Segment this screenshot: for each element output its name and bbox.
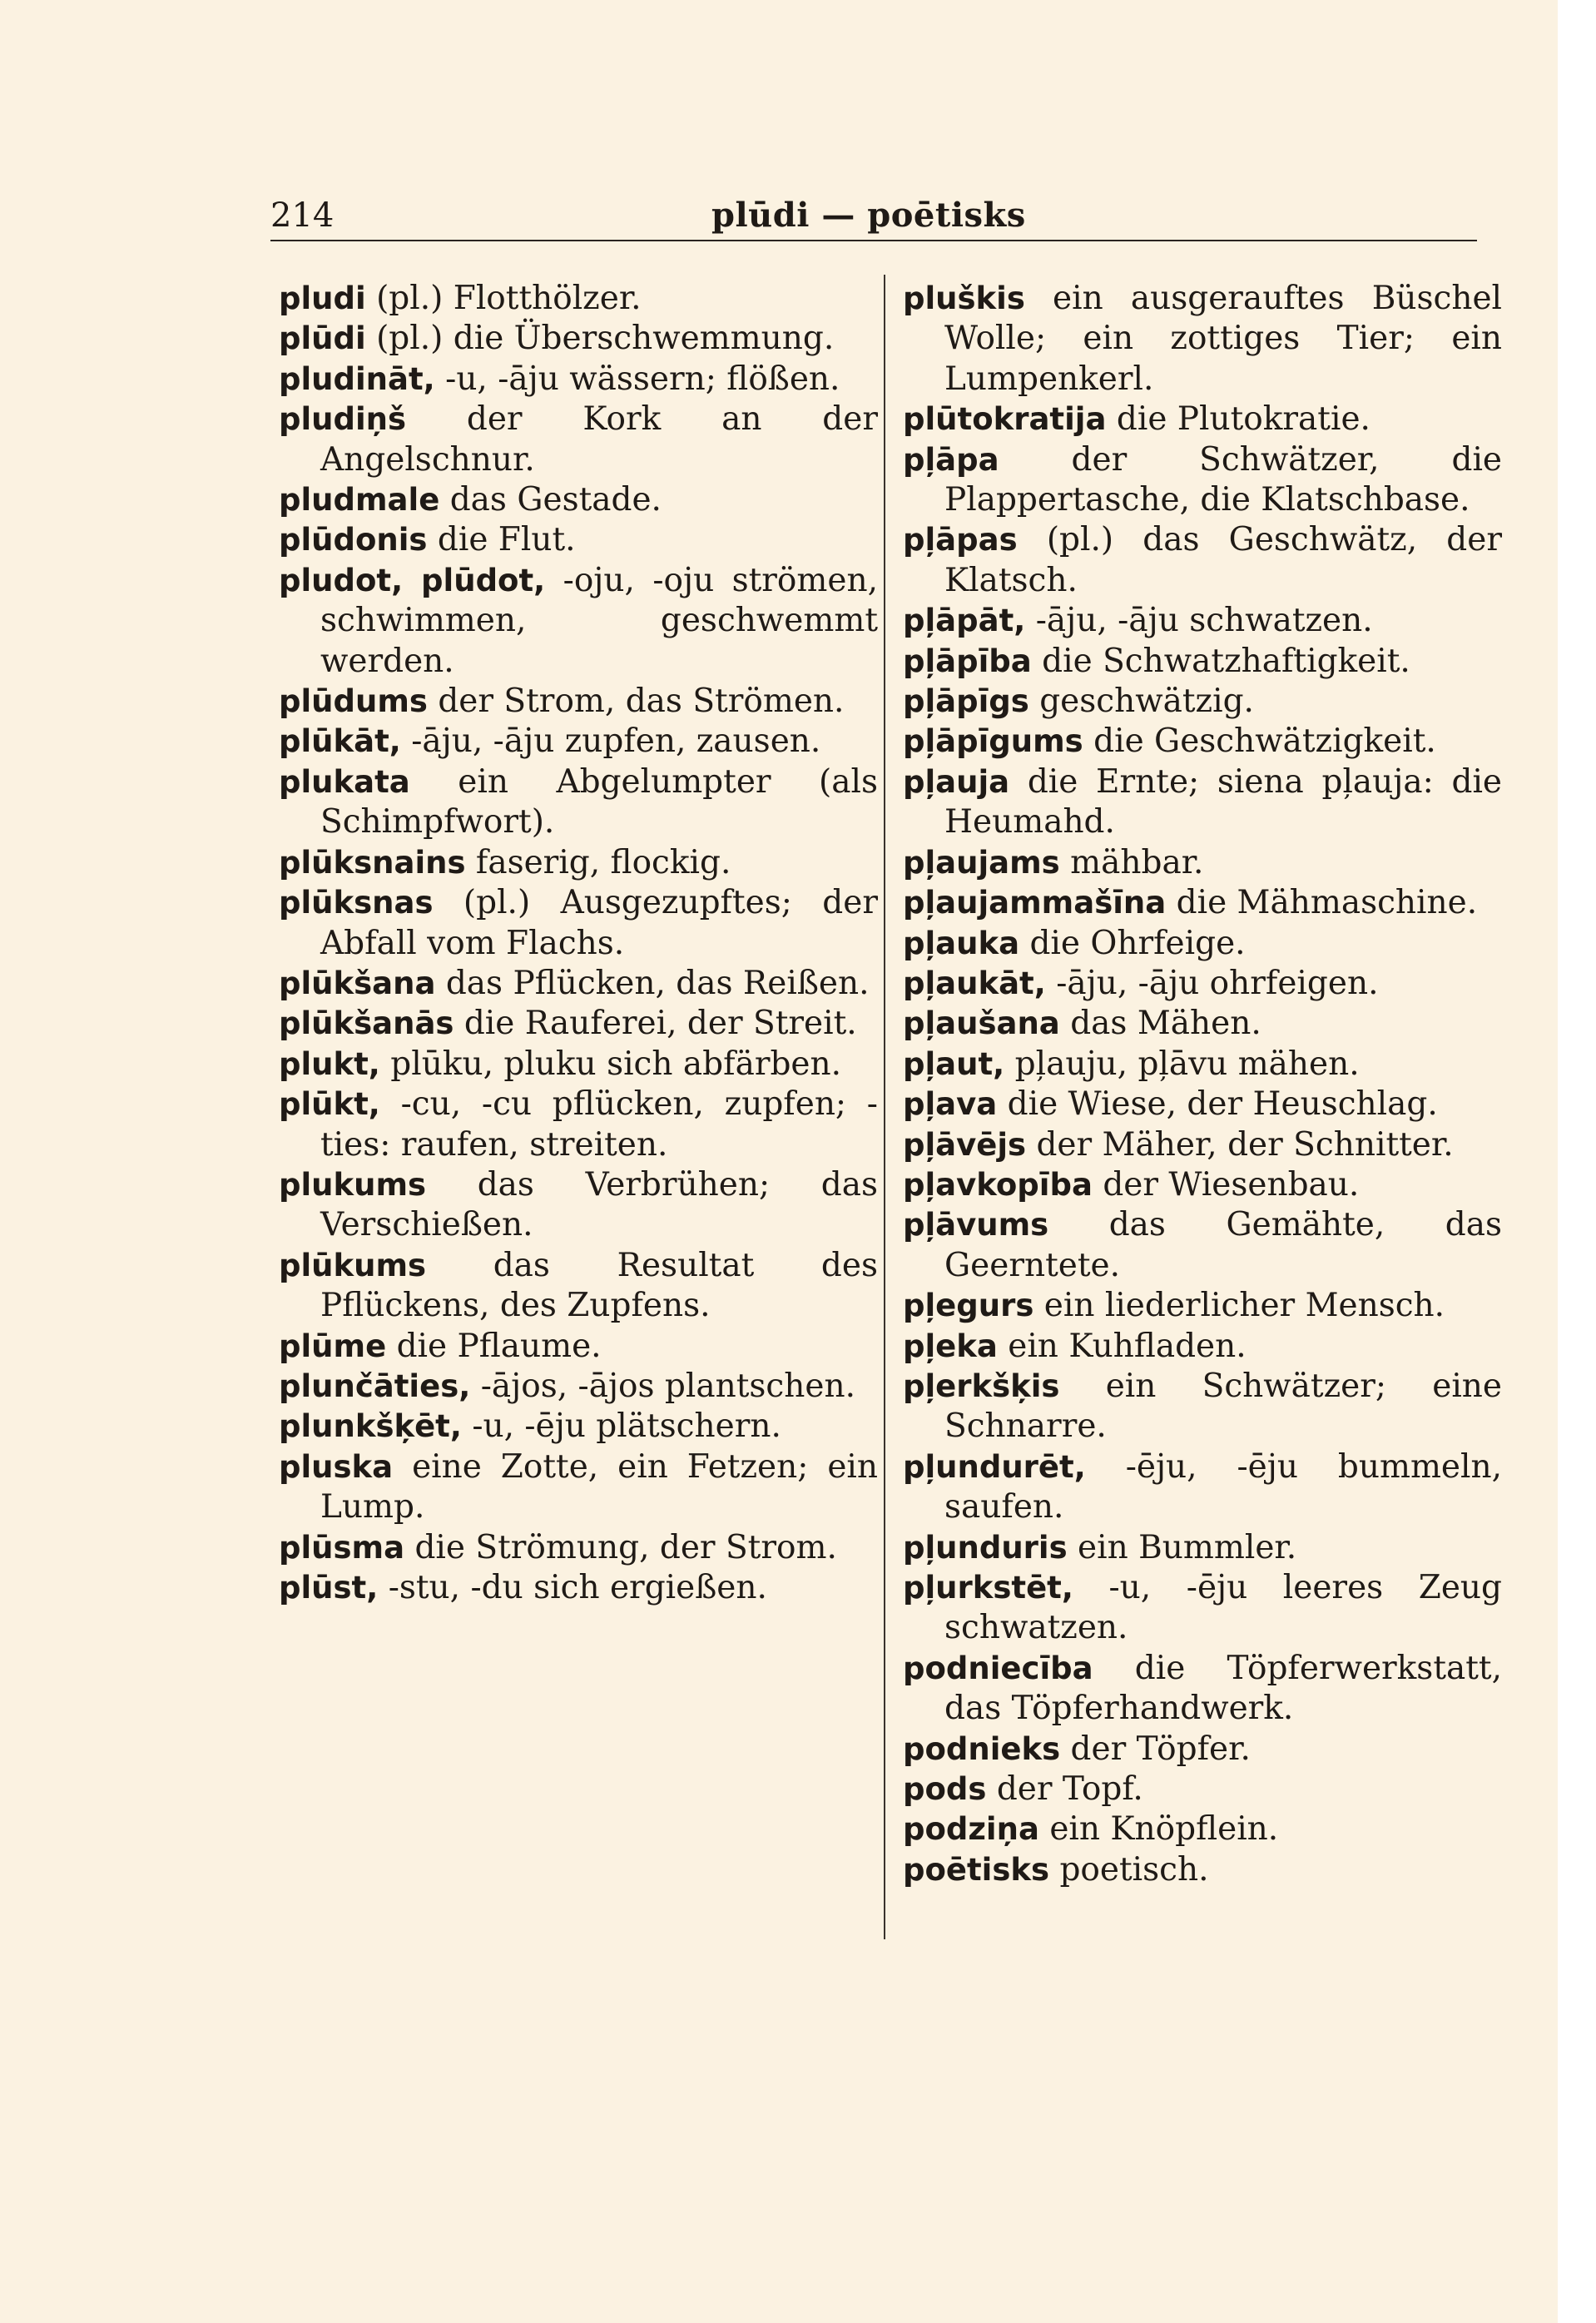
entry-definition: die Flut. xyxy=(437,521,576,559)
entry-definition: ein liederlicher Mensch. xyxy=(1043,1287,1445,1325)
entry-definition: -ājos, -ājos plantschen. xyxy=(480,1367,855,1405)
entry-headword: plūdums xyxy=(279,683,428,720)
entry-headword: pļāpība xyxy=(903,643,1032,679)
entry-headword: pods xyxy=(903,1771,987,1808)
entry-headword: pļauka xyxy=(903,925,1020,961)
dictionary-entry xyxy=(903,1528,1502,1568)
entry-headword: plukata xyxy=(279,763,410,800)
entry-headword: plūksnas xyxy=(279,885,434,921)
entry-headword: plūkums xyxy=(279,1247,427,1283)
entry-headword: plunkšķēt, xyxy=(279,1408,462,1445)
entry-definition: das Gemähte, das Geerntete. xyxy=(944,1206,1502,1284)
dictionary-entry xyxy=(279,279,878,319)
entry-definition: plūku, pluku sich abfärben. xyxy=(390,1045,842,1083)
entry-definition: das Gestade. xyxy=(449,481,662,519)
dictionary-entry xyxy=(279,1528,878,1568)
entry-headword: pļurkstēt, xyxy=(903,1570,1073,1606)
entry-definition: ein Abgelumpter (als Schimpfwort). xyxy=(320,762,879,841)
entry-headword: plūkšanās xyxy=(279,1005,454,1042)
entry-definition: (pl.) das Geschwätz, der Klatsch. xyxy=(944,521,1502,599)
dictionary-entry xyxy=(279,1568,878,1608)
dictionary-entry xyxy=(903,642,1502,682)
entry-definition: -stu, -du sich ergießen. xyxy=(388,1569,767,1606)
dictionary-entry xyxy=(903,964,1502,1004)
dictionary-entry xyxy=(279,1447,878,1528)
entry-headword: pludot, plūdot, xyxy=(279,562,546,598)
entry-definition: die Mähmaschine. xyxy=(1176,884,1478,922)
entry-definition: die Plutokratie. xyxy=(1116,400,1370,439)
dictionary-entry xyxy=(279,1085,878,1165)
dictionary-entry xyxy=(903,1447,1502,1528)
entry-definition: das Verbrühen; das Verschießen. xyxy=(320,1165,878,1244)
entry-definition: -cu, -cu pflücken, zupfen; -ties: raufen, streiten. xyxy=(320,1085,878,1164)
entry-definition: -oju, -oju strömen, schwimmen, geschwemmt werden. xyxy=(320,561,878,680)
entry-headword: plūst, xyxy=(279,1570,379,1606)
entry-definition: ein Kuhfladen. xyxy=(1008,1327,1247,1365)
dictionary-entry xyxy=(279,360,878,400)
left-column xyxy=(279,279,878,1608)
dictionary-entry xyxy=(279,1004,878,1044)
entry-headword: plūsma xyxy=(279,1529,405,1566)
entry-headword: pļaut, xyxy=(903,1045,1005,1082)
entry-headword: plūdonis xyxy=(279,522,428,558)
entry-definition: der Strom, das Strömen. xyxy=(438,683,845,721)
dictionary-entry xyxy=(279,1367,878,1407)
entry-headword: plūkt, xyxy=(279,1086,380,1123)
entry-definition: (pl.) Ausgezupftes; der Abfall vom Flachs. xyxy=(320,884,878,962)
entry-definition: poetisch. xyxy=(1059,1850,1209,1889)
dictionary-entry xyxy=(903,1165,1502,1205)
entry-headword: pļaujams xyxy=(903,844,1060,881)
entry-headword: poētisks xyxy=(903,1851,1050,1888)
entry-definition: ein ausgerauftes Büschel Wolle; ein zottiges Tier; ein Lumpenkerl. xyxy=(944,280,1502,398)
entry-headword: pluškis xyxy=(903,280,1025,316)
dictionary-entry xyxy=(279,964,878,1004)
dictionary-entry xyxy=(279,1246,878,1327)
entry-definition: die Strömung, der Strom. xyxy=(414,1528,837,1566)
entry-headword: plūme xyxy=(279,1328,387,1364)
entry-headword: pludmale xyxy=(279,482,440,519)
dictionary-entry xyxy=(279,722,878,762)
entry-definition: die Pflaume. xyxy=(396,1327,602,1365)
entry-definition: -ēju, -ēju bummeln, saufen. xyxy=(944,1447,1502,1526)
dictionary-entry xyxy=(903,440,1502,521)
entry-headword: plunčāties, xyxy=(279,1367,471,1404)
entry-definition: ein Bummler. xyxy=(1078,1528,1297,1566)
dictionary-entry xyxy=(903,722,1502,762)
entry-definition: der Töpfer. xyxy=(1070,1730,1251,1768)
dictionary-entry xyxy=(903,1327,1502,1367)
dictionary-entry xyxy=(903,1809,1502,1849)
dictionary-entry xyxy=(903,1286,1502,1326)
entry-headword: pļāvums xyxy=(903,1207,1049,1243)
entry-headword: pļegurs xyxy=(903,1288,1034,1324)
entry-headword: pļeka xyxy=(903,1328,998,1364)
page-header xyxy=(270,193,1477,241)
entry-definition: das Mähen. xyxy=(1070,1005,1261,1043)
entry-headword: pļavkopība xyxy=(903,1166,1093,1203)
entry-definition: (pl.) die Überschwemmung. xyxy=(376,320,835,358)
dictionary-entry xyxy=(903,1004,1502,1044)
entry-headword: pludi xyxy=(279,280,366,316)
entry-headword: pļava xyxy=(903,1086,998,1123)
dictionary-entry xyxy=(903,1125,1502,1165)
entry-definition: ein Knöpflein. xyxy=(1049,1810,1279,1849)
entry-definition: die Rauferei, der Streit. xyxy=(463,1005,857,1043)
entry-headword: podniecība xyxy=(903,1650,1093,1686)
entry-definition: die Ohrfeige. xyxy=(1029,924,1246,962)
right-column xyxy=(903,279,1502,1890)
entry-definition: der Wiesenbau. xyxy=(1103,1165,1360,1204)
entry-headword: pļerkšķis xyxy=(903,1367,1060,1404)
dictionary-entry xyxy=(903,1085,1502,1124)
dictionary-entry xyxy=(279,319,878,359)
entry-headword: pļāpāt, xyxy=(903,603,1026,639)
entry-headword: plūkšana xyxy=(279,965,436,1001)
entry-definition: die Geschwätzigkeit. xyxy=(1093,722,1436,761)
dictionary-entry xyxy=(903,1367,1502,1447)
entry-definition: der Topf. xyxy=(996,1770,1143,1809)
entry-headword: plūdi xyxy=(279,320,366,357)
dictionary-entry xyxy=(279,843,878,883)
dictionary-entry xyxy=(903,924,1502,964)
entry-headword: podnieks xyxy=(903,1730,1061,1767)
entry-definition: eine Zotte, ein Fetzen; ein Lump. xyxy=(320,1447,878,1526)
entry-definition: pļauju, pļāvu mähen. xyxy=(1014,1045,1360,1083)
dictionary-entry xyxy=(903,883,1502,923)
dictionary-entry xyxy=(279,682,878,722)
dictionary-entry xyxy=(279,762,878,843)
dictionary-entry xyxy=(903,1730,1502,1770)
dictionary-entry xyxy=(279,1407,878,1447)
entry-headword: pļāpīgs xyxy=(903,683,1029,720)
dictionary-entry xyxy=(903,1045,1502,1085)
dictionary-entry xyxy=(903,1649,1502,1730)
dictionary-entry xyxy=(279,520,878,560)
entry-definition: ein Schwätzer; eine Schnarre. xyxy=(944,1367,1502,1446)
entry-definition: das Pflücken, das Reißen. xyxy=(445,964,870,1002)
dictionary-entry xyxy=(903,279,1502,400)
dictionary-entry xyxy=(903,601,1502,641)
entry-headword: pludiņš xyxy=(279,401,407,438)
entry-definition: der Schwätzer, die Plappertasche, die Klatschbase. xyxy=(944,440,1502,519)
entry-headword: pļāpas xyxy=(903,522,1018,558)
dictionary-entry xyxy=(903,1850,1502,1890)
entry-headword: plukums xyxy=(279,1166,427,1203)
dictionary-entry xyxy=(903,1568,1502,1649)
entry-definition: die Töpferwerkstatt, das Töpferhandwerk. xyxy=(944,1649,1502,1728)
entry-definition: -āju, -āju schwatzen. xyxy=(1035,602,1373,640)
entry-headword: pļundurēt, xyxy=(903,1448,1086,1485)
dictionary-entry xyxy=(279,1327,878,1367)
dictionary-entry xyxy=(903,843,1502,883)
entry-definition: (pl.) Flotthölzer. xyxy=(376,280,642,317)
dictionary-entry xyxy=(903,762,1502,843)
entry-headword: podziņa xyxy=(903,1811,1039,1848)
entry-definition: -u, -ēju leeres Zeug schwatzen. xyxy=(944,1569,1502,1647)
dictionary-entry xyxy=(279,561,878,682)
dictionary-entry xyxy=(279,480,878,520)
dictionary-entry xyxy=(903,520,1502,601)
entry-headword: pļauja xyxy=(903,763,1010,800)
entry-headword: pļaujammašīna xyxy=(903,885,1167,921)
dictionary-entry xyxy=(279,883,878,964)
entry-definition: mähbar. xyxy=(1070,843,1204,881)
entry-definition: -u, -āju wässern; flößen. xyxy=(445,360,840,398)
entry-headword: plukt, xyxy=(279,1045,380,1082)
entry-definition: die Wiese, der Heuschlag. xyxy=(1007,1085,1438,1124)
dictionary-entry xyxy=(903,1205,1502,1286)
dictionary-entry xyxy=(279,1045,878,1085)
entry-definition: -u, -ēju plätschern. xyxy=(472,1407,781,1446)
dictionary-entry xyxy=(903,1770,1502,1809)
entry-definition: das Resultat des Pflückens, des Zupfens. xyxy=(320,1246,878,1325)
entry-headword: pļāpa xyxy=(903,441,999,478)
running-head: plūdi — poētisks xyxy=(711,196,1026,235)
entry-definition: die Schwatzhaftigkeit. xyxy=(1042,642,1410,680)
entry-headword: plūksnains xyxy=(279,844,466,881)
entry-headword: pļāvējs xyxy=(903,1126,1027,1163)
entry-headword: pluska xyxy=(279,1448,394,1485)
entry-definition: die Ernte; siena pļauja: die Heumahd. xyxy=(944,762,1502,841)
entry-definition: geschwätzig. xyxy=(1039,683,1254,721)
dictionary-entry xyxy=(279,400,878,480)
entry-definition: -āju, -āju zupfen, zausen. xyxy=(411,722,821,761)
entry-headword: pļāpīgums xyxy=(903,723,1083,760)
dictionary-entry xyxy=(279,1165,878,1246)
entry-headword: plūkāt, xyxy=(279,723,401,760)
dictionary-entry xyxy=(903,400,1502,439)
entry-headword: pļunduris xyxy=(903,1529,1068,1566)
entry-definition: faserig, flockig. xyxy=(475,843,731,881)
entry-headword: pludināt, xyxy=(279,360,435,397)
entry-headword: pļaušana xyxy=(903,1005,1060,1042)
column-divider xyxy=(884,275,885,1939)
entry-definition: der Mäher, der Schnitter. xyxy=(1036,1125,1454,1164)
dictionary-entry xyxy=(903,682,1502,722)
entry-definition: -āju, -āju ohrfeigen. xyxy=(1056,964,1379,1002)
entry-headword: plūtokratija xyxy=(903,401,1107,438)
page-number: 214 xyxy=(270,196,335,235)
entry-definition: der Kork an der Angelschnur. xyxy=(320,400,878,479)
entry-headword: pļaukāt, xyxy=(903,965,1046,1001)
